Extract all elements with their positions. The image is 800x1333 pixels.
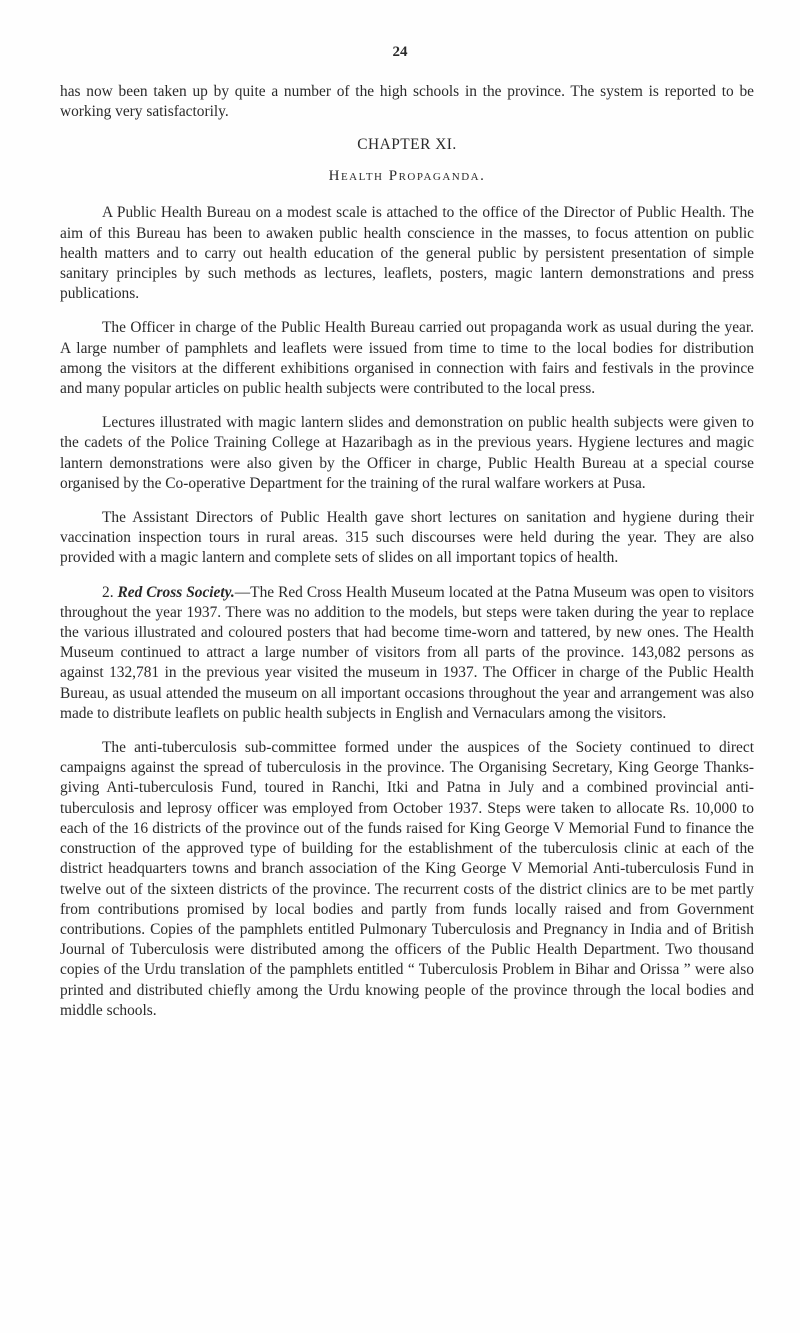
paragraph-anti-tuberculosis: The anti-tuberculosis sub-committee formed under the auspices of the Society continued to direct campaigns against the spread of tuberculosis in the province. The Organising Secretary, King George Thanks-giving Anti-tuberculosis Fund, toured in Ranchi, Itki and Patna in July and a combined provincial anti-tuberculosis and leprosy officer was employed from October 1937. Steps were taken to allocate Rs. 10,000 to each of the 16 districts of the province out of the funds raised for King George V Memorial Fund to finance the construction of the approved type of building for the establishment of the tuberculosis clinic at each of the district headquarters towns and branch association of the King George V Memorial Anti-tuberculosis Fund in twelve out of the sixteen districts of the province. The recurrent costs of the district clinics are to be met partly from contributions promised by local bodies and partly from funds locally raised and from Government contributions. Copies of the pamphlets entitled Pulmonary Tuberculosis and Pregnancy in India and of British Journal of Tuberculosis were distributed among the officers of the Public Health Department. Two thousand copies of the Urdu translation of the pamphlets entitled “ Tuberculosis Problem in Bihar and Orissa ” were also printed and distributed chiefly among the Urdu knowing people of the province through the local bodies and middle schools. <box>60 739 754 1019</box>
paragraph-lectures: Lectures illustrated with magic lantern slides and demonstration on public health subjects were given to the cadets of the Police Training College at Hazaribagh as in the previous years. Hygiene lectures and magic lantern demonstrations were also given by the Officer in charge, Public Health Bureau at a special course organised by the Co-operative Department for the training of the rural walfare workers at Pusa. <box>60 414 754 492</box>
chapter-title: Health Propaganda. <box>328 168 486 185</box>
red-cross-text: —The Red Cross Health Museum located at the Patna Museum was open to visitors throughout the year 1937. There was no addition to the models, but steps were taken during the year to replace the various illustrated and coloured posters that had become time-worn and tattered, by new ones. The Health Museum continued to attract a large number of visitors from all parts of the province. 143,082 persons as against 132,781 in the previous year visited the museum in 1937. The Officer in charge of the Public Health Bureau, as usual attended the museum on all important occasions throughout the year and arrangement was also made to distribute leaflets on public health subjects in English and Vernaculars among the visitors. <box>60 583 755 722</box>
page-number: 24 <box>392 44 408 60</box>
paragraph-public-health-bureau: A Public Health Bureau on a modest scale is attached to the office of the Director of Public Health. The aim of this Bureau has been to awaken public health conscience in the masses, to focus attention on public health matters and to carry out health education of the general public by persistent presentation of simple sanitary principles by such methods as lectures, leaflets, posters, magic lantern demonstrations and press publications. <box>60 204 754 303</box>
section-number: 2. <box>102 583 114 601</box>
chapter-heading: CHAPTER XI. <box>357 136 457 154</box>
page-content <box>60 82 754 1035</box>
paragraph-propaganda-work: The Officer in charge of the Public Health Bureau carried out propaganda work as usual during the year. A large number of pamphlets and leaflets were issued from time to time to the local bodies for distribution among the visitors at the different exhibitions organised in connection with fairs and festivals in the province and many popular articles on public health subjects were contributed to the local press. <box>60 319 754 398</box>
paragraph-assistant-directors: The Assistant Directors of Public Health gave short lectures on sanitation and hygiene during their vaccination inspection tours in rural areas. 315 such discourses were held during the year. They are also provided with a magic lantern and complete sets of slides on all important topics of health. <box>60 509 754 567</box>
continuation-paragraph: has now been taken up by quite a number of the high schools in the province. The system is reported to be working very satisfactorily. <box>60 83 754 121</box>
paragraph-red-cross-society <box>60 583 754 724</box>
section-heading-red-cross: Red Cross Society. <box>117 583 235 601</box>
